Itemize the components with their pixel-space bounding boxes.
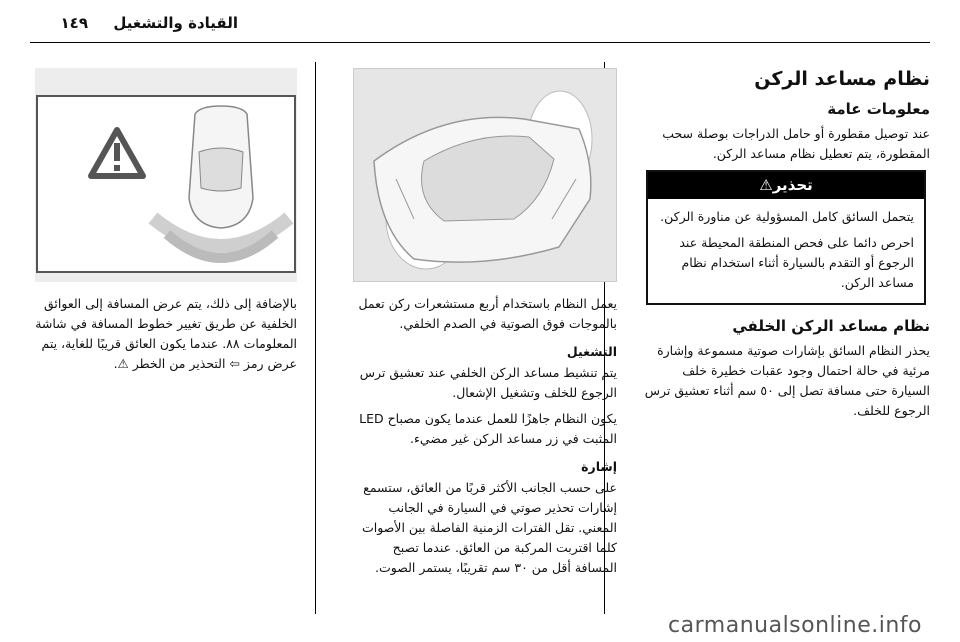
warning-title: تحذير [772,176,813,194]
rear-assist-text: يحذر النظام السائق بإشارات صوتية مسموعة وإشارة مرئية في حالة احتمال وجود عقبات خطيرة خلف السيارة حتى مسافة تصل إلى ٥٠ سم أثناء تعشيق ترس الرجوع للخلف. [644,343,930,418]
right-column [642,62,930,614]
column-divider [315,62,316,614]
operation-heading: التشغيل [566,344,617,359]
operation-text-2: يكون النظام جاهزًا للعمل عندما يكون مصباح LED المثبت في زر مساعد الركن غير مضيء. [359,411,617,446]
warning-text-1: يتحمل السائق كامل المسؤولية عن مناورة الركن. [660,209,914,224]
left-column [35,62,297,614]
chapter-title: القيادة والتشغيل [113,14,238,32]
section-title: نظام مساعد الركن [754,68,930,90]
signal-text: على حسب الجانب الأكثر قربًا من العائق، ستسمع إشارات تحذير صوتي في السيارة في الجانب المعني. تقل الفترات الزمنية الفاصلة بين الأصوات كلما اقتربت المركبة من العائق. عندما تصبح المسافة أقل من ٣٠ سم تقريبًا، يستمر الصوت. [362,480,617,575]
rear-sensor-illustration [353,68,617,282]
page-number: ١٤٩ [60,14,88,32]
rear-assist-heading: نظام مساعد الركن الخلفي [732,317,930,335]
general-heading: معلومات عامة [827,100,930,118]
watermark: carmanualsonline.info [668,613,922,638]
hazard-warning-icon: ⚠ [117,356,129,371]
display-text-line-1: بالإضافة إلى ذلك، يتم عرض المسافة إلى العوائق الخلفية [43,296,297,331]
reference-arrow-icon: ⇦ [229,356,240,371]
signal-heading: إشارة [581,459,617,474]
warning-box [646,170,926,305]
display-text-line-2: عن طريق تغيير خطوط المسافة في شاشة المعلومات [35,316,297,351]
display-text-line-3: ٨٨. عندما يكون العائق قريبًا للغاية، يتم عرض رمز [41,336,297,371]
middle-column [355,62,617,614]
display-text-line-4: التحذير من الخطر [132,356,226,371]
car-rear-sensors-image [354,69,616,281]
general-text: عند توصيل مقطورة أو حامل الدراجات بوصلة سحب المقطورة، يتم تعطيل نظام مساعد الركن. [662,126,930,161]
display-illustration [35,68,297,282]
parking-display-image [35,68,297,282]
figure-caption: يعمل النظام باستخدام أربع مستشعرات ركن تعمل بالموجات فوق الصوتية في الصدم الخلفي. [358,296,617,331]
warning-triangle-icon: ⚠ [759,176,773,194]
operation-text-1: يتم تنشيط مساعد الركن الخلفي عند تعشيق ترس الرجوع للخلف وتشغيل الإشعال. [359,365,617,400]
warning-header [648,172,924,199]
warning-text-2: احرص دائما على فحص المنطقة المحيطة عند الرجوع أو التقدم بالسيارة أثناء استخدام نظام مساعد الركن. [679,235,914,290]
display-text: بالإضافة إلى ذلك، يتم عرض المسافة إلى العوائق الخلفية عن طريق تغيير خطوط المسافة في شاشة المعلومات ٨٨. عندما يكون العائق قريبًا للغاية، يتم عرض رمز ⇦ التحذير من الخطر ⚠. [35,296,297,371]
